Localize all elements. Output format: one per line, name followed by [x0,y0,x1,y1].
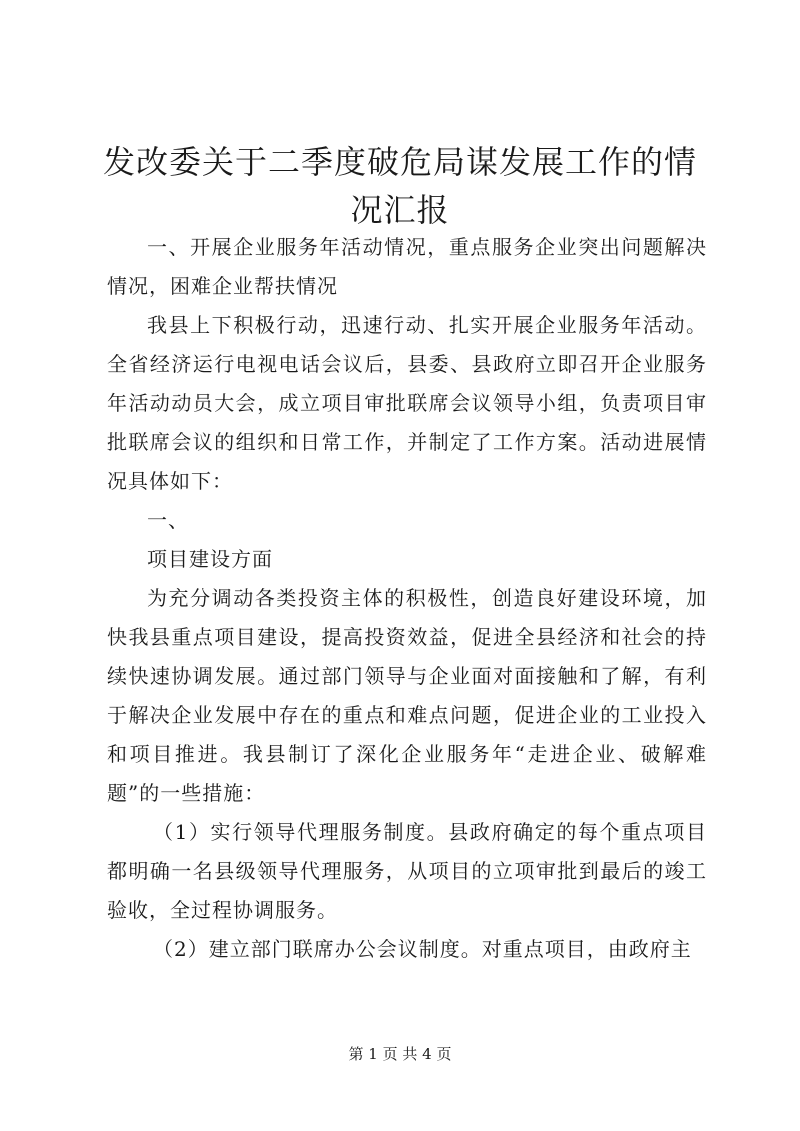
page-footer: 第 1 页 共 4 页 [348,1045,452,1063]
document-title: 发改委关于二季度破危局谋发展工作的情况汇报 [102,143,697,229]
section-heading: 一、开展企业服务年活动情况，重点服务企业突出问题解决情况，困难企业帮扶情况 [107,235,707,298]
list-item: （2）建立部门联席办公会议制度。对重点项目，由政府主 [153,937,692,961]
body-paragraph: 我县上下积极行动，迅速行动、扎实开展企业服务年活动。全省经济运行电视电话会议后，县委、县政府立即召开企业服务年活动动员大会，成立项目审批联席会议领导小组，负责项目审批联席会议的组织和日常工作，并制定了工作方案。活动进展情况具体如下： [107,313,707,493]
body-paragraph: 为充分调动各类投资主体的积极性，创造良好建设环境，加快我县重点项目建设，提高投资效益，促进全县经济和社会的持续快速协调发展。通过部门领导与企业面对面接触和了解，有利于解决企业发展中存在的重点和难点问题，促进企业的工业投入和项目推进。我县制订了深化企业服务年“走进企业、破解难题”的一些措施： [107,586,707,805]
subsection-heading: 项目建设方面 [147,547,273,571]
document-body [107,228,707,969]
section-number: 一、 [147,508,189,532]
list-item: （1）实行领导代理服务制度。县政府确定的每个重点项目都明确一名县级领导代理服务，从项目的立项审批到最后的竣工验收，全过程协调服务。 [107,820,707,922]
